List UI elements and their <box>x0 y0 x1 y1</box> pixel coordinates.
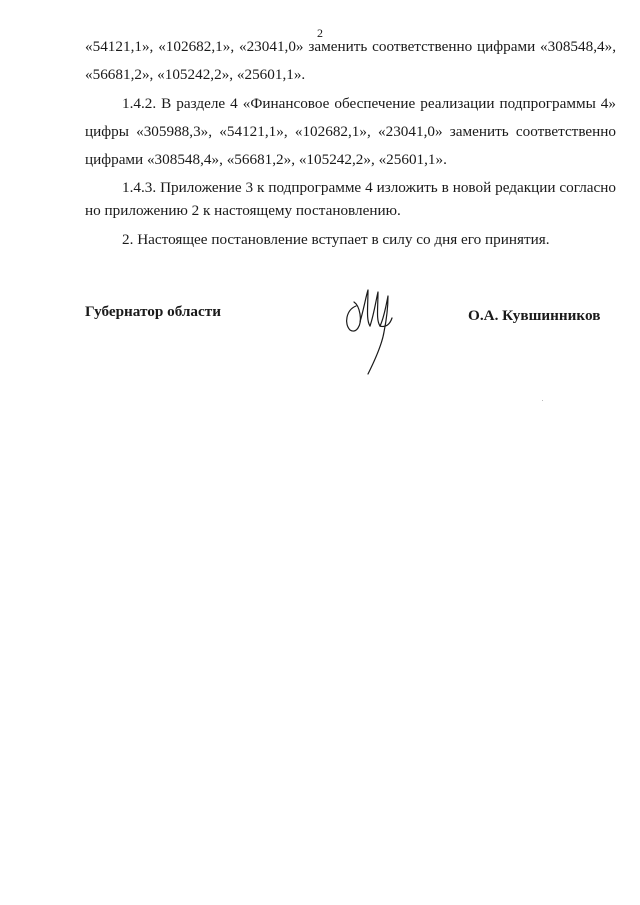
body-line-5: цифрами «308548,4», «56681,2», «105242,2», «25601,1». <box>85 151 447 168</box>
signatory-title: Губернатор области <box>85 303 221 320</box>
signatory-name: О.А. Кувшинников <box>468 307 601 324</box>
body-line-2: «56681,2», «105242,2», «25601,1». <box>85 66 306 83</box>
body-line-6: 1.4.3. Приложение 3 к подпрограмме 4 изложить в новой редакции согласно <box>122 179 616 196</box>
signature-block <box>0 300 640 390</box>
scan-speck <box>542 400 543 401</box>
body-line-7: но приложению 2 к настоящему постановлению. <box>85 202 401 219</box>
body-line-3: 1.4.2. В разделе 4 «Финансовое обеспечение реализации подпрограммы 4» <box>122 95 616 112</box>
page-number: 2 <box>317 26 323 40</box>
body-line-4: цифры «305988,3», «54121,1», «102682,1», «23041,0» заменить соответственно <box>85 123 616 140</box>
body-line-8: 2. Настоящее постановление вступает в силу со дня его принятия. <box>122 231 550 248</box>
handwritten-signature-icon <box>340 288 400 378</box>
body-line-1: «54121,1», «102682,1», «23041,0» заменить соответственно цифрами «308548,4», <box>85 38 616 55</box>
